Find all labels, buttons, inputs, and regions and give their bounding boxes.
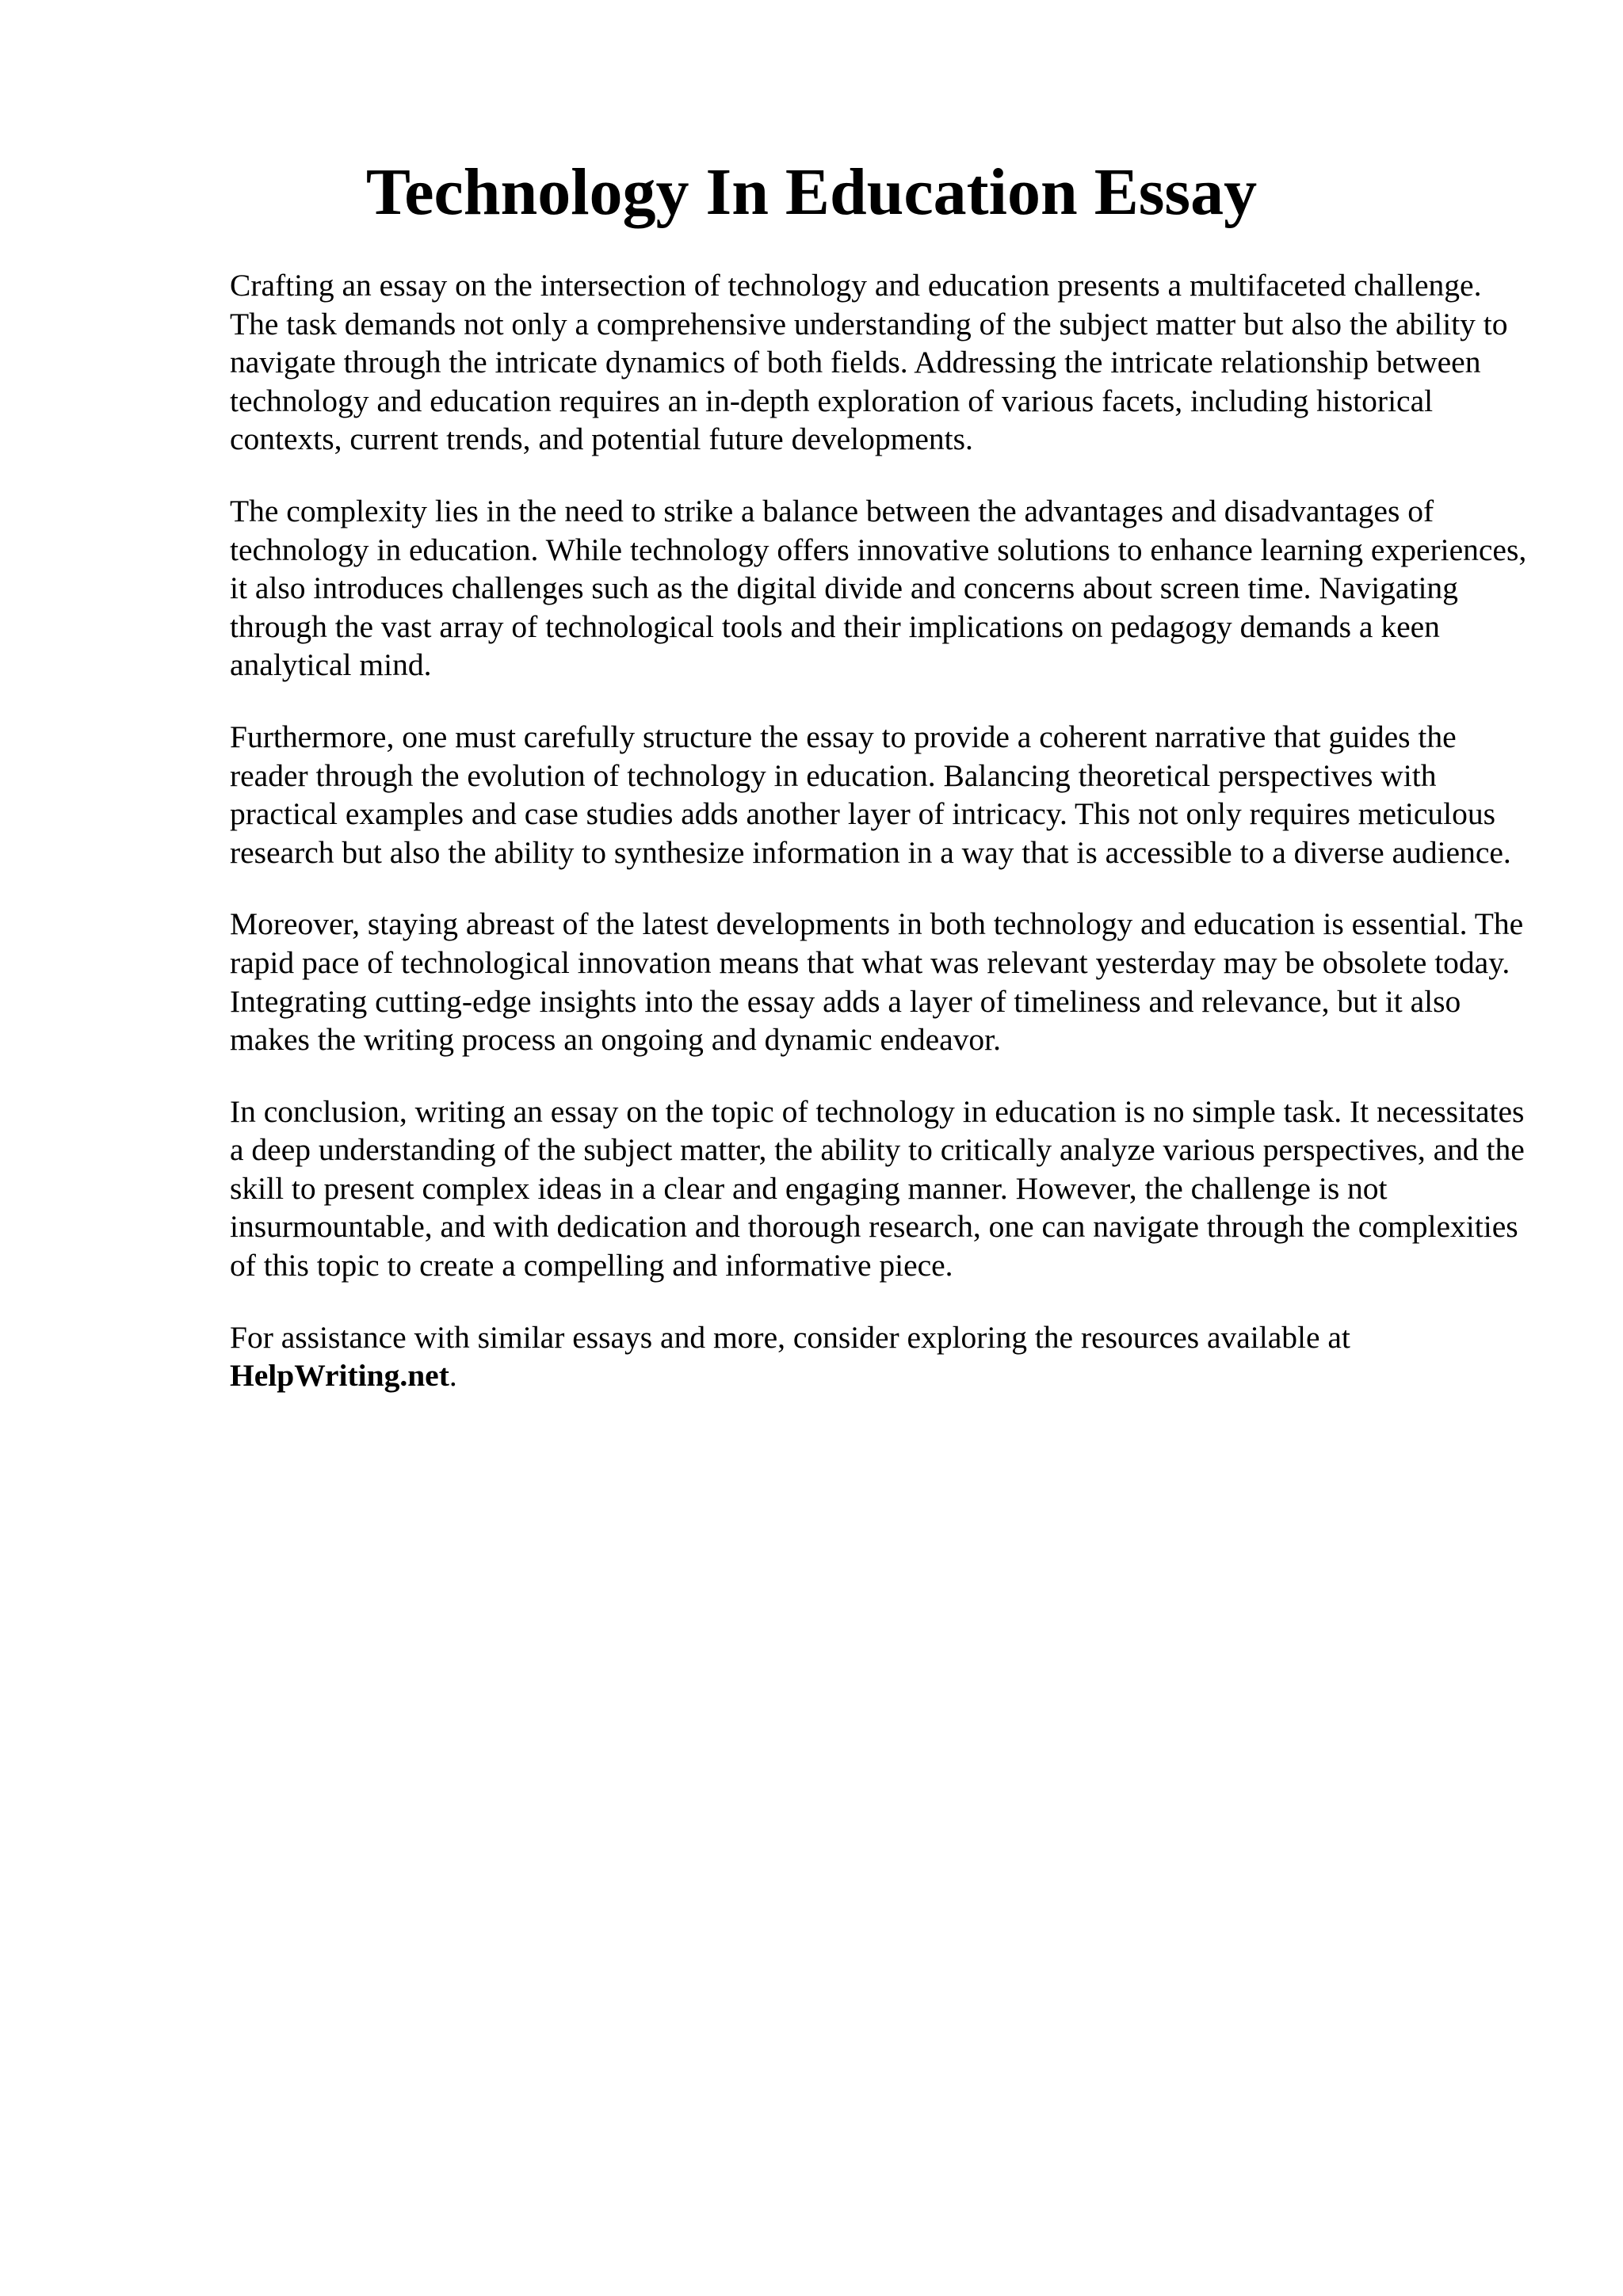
paragraph-2: The complexity lies in the need to strike a balance between the advantages and disadvantages of technology in education. While technology offers innovative solutions to enhance learning experiences, it also introduces challenges such as the digital divide and concerns about screen time. Navigating through the vast array of technological tools and their implications on pedagogy demands a keen analytical mind. bbox=[230, 493, 1527, 683]
closing-suffix: . bbox=[449, 1358, 457, 1394]
closing-text: For assistance with similar essays and more, consider exploring the resources available at bbox=[230, 1319, 1350, 1355]
paragraph-1: Crafting an essay on the intersection of technology and education presents a multifaceted challenge. The task demands not only a comprehensive understanding of the subject matter but also the ability to navigate through the intricate dynamics of both fields. Addressing the intricate relationship between technology and education requires an in-depth exploration of various facets, including historical contexts, current trends, and potential future developments. bbox=[230, 268, 1508, 457]
document-title: Technology In Education Essay bbox=[365, 155, 1258, 229]
closing-paragraph bbox=[230, 1318, 1529, 1395]
paragraph-3: Furthermore, one must carefully structure the essay to provide a coherent narrative that guides the reader through the evolution of technology in education. Balancing theoretical perspectives with practical examples and case studies adds another layer of intricacy. This not only requires meticulous research but also the ability to synthesize information in a way that is accessible to a diverse audience. bbox=[230, 719, 1511, 870]
essay-body bbox=[230, 266, 1529, 1428]
helpwriting-link[interactable]: HelpWriting.net bbox=[230, 1358, 449, 1394]
paragraph-5: In conclusion, writing an essay on the topic of technology in education is no simple task. It necessitates a deep understanding of the subject matter, the ability to critically analyze various perspectives, and the skill to present complex ideas in a clear and engaging manner. However, the challenge is not insurmountable, and with dedication and thorough research, one can navigate through the complexities of this topic to create a compelling and informative piece. bbox=[230, 1093, 1525, 1283]
paragraph-4: Moreover, staying abreast of the latest developments in both technology and education is essential. The rapid pace of technological innovation means that what was relevant yesterday may be obsolete today. Integrating cutting-edge insights into the essay adds a layer of timeliness and relevance, but it also makes the writing process an ongoing and dynamic endeavor. bbox=[230, 906, 1524, 1058]
